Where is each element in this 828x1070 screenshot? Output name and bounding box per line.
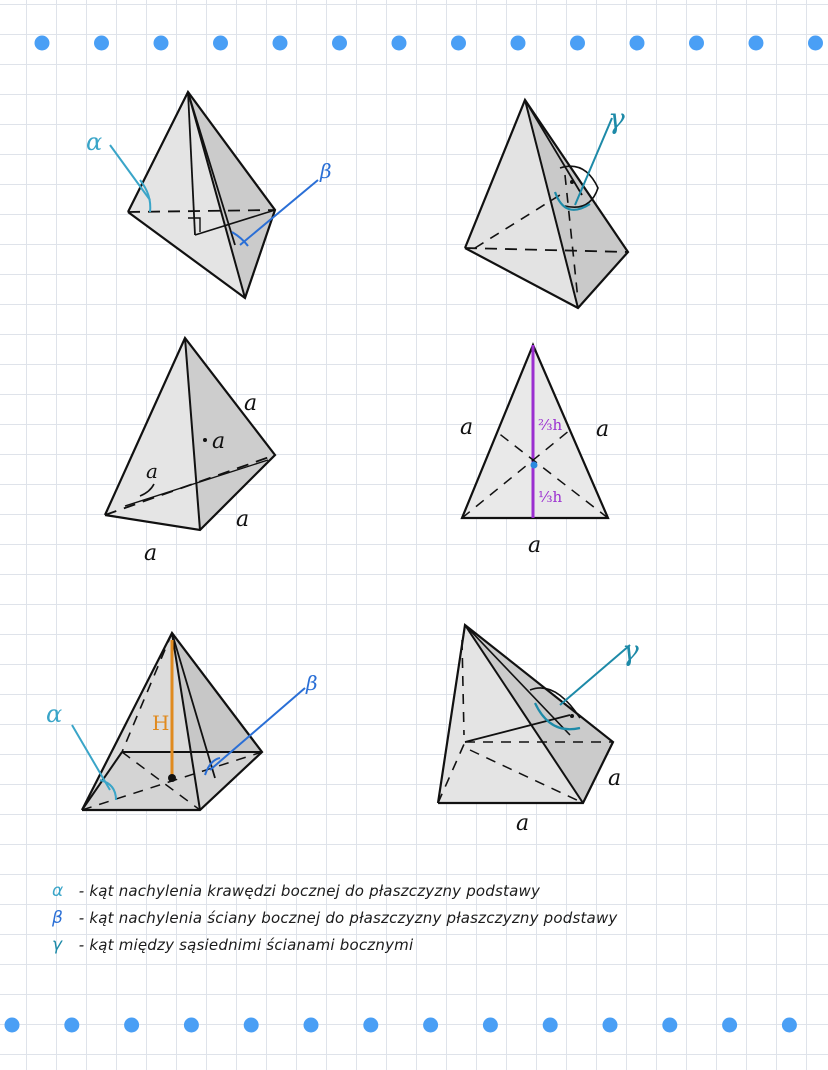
gamma-symbol: γ [52, 935, 63, 955]
side-a-label: a [516, 811, 530, 836]
legend-text: - kąt nachylenia krawędzi bocznej do płaszczyzny podstawy [78, 882, 541, 900]
bottom-dot-row [5, 1018, 797, 1033]
figure-tetrahedron-edges [105, 338, 275, 566]
alpha-label: α [46, 700, 63, 728]
figure-square-pyramid-gamma [438, 625, 639, 836]
dot-icon [451, 36, 466, 51]
figure-tri-pyramid-alpha-beta [86, 92, 332, 298]
dot-icon [630, 36, 645, 51]
height-H-label: H [152, 711, 170, 735]
edge-a-label: a [236, 507, 250, 532]
legend-row-alpha [52, 878, 672, 905]
dot-icon [64, 1018, 79, 1033]
edge-a-label: a [146, 459, 158, 483]
dot-icon [154, 36, 169, 51]
dot-icon [244, 1018, 259, 1033]
dot-icon [483, 1018, 498, 1033]
dot-icon [689, 36, 704, 51]
legend-row-beta [52, 905, 672, 932]
dot-icon [124, 1018, 139, 1033]
gamma-label-bottom: γ [622, 634, 639, 667]
dot-icon [749, 36, 764, 51]
dot-icon [808, 36, 823, 51]
legend [52, 878, 672, 959]
dot-icon [570, 36, 585, 51]
edge-a-label: a [244, 391, 258, 416]
gamma-label-top: γ [608, 102, 625, 135]
dot-icon [184, 1018, 199, 1033]
figure-triangle-base-medians [460, 345, 609, 558]
dot-icon [662, 1018, 677, 1033]
dot-icon [363, 1018, 378, 1033]
two-thirds-h-label: ⅔h [538, 416, 563, 434]
side-a-label: a [596, 417, 610, 442]
beta-label: β [320, 159, 332, 183]
figure-tri-pyramid-gamma [465, 100, 628, 308]
beta-label: β [306, 671, 318, 695]
edge-a-label: a [212, 429, 226, 454]
dot-icon [5, 1018, 20, 1033]
dot-icon [782, 1018, 797, 1033]
legend-text: - kąt między sąsiednimi ścianami bocznymi [78, 936, 414, 954]
side-a-label: a [460, 415, 474, 440]
dot-icon [722, 1018, 737, 1033]
dot-icon [213, 36, 228, 51]
dot-icon [423, 1018, 438, 1033]
edge-a-label: a [144, 541, 158, 566]
beta-symbol: β [52, 908, 63, 928]
dot-icon [94, 36, 109, 51]
figure-square-pyramid-H [46, 633, 318, 810]
top-dot-row [35, 36, 824, 51]
alpha-symbol: α [52, 881, 64, 901]
dot-icon [273, 36, 288, 51]
dot-icon [35, 36, 50, 51]
side-a-label: a [528, 533, 542, 558]
dot-icon [511, 36, 526, 51]
side-a-label: a [608, 766, 622, 791]
dot-icon [543, 1018, 558, 1033]
legend-text: - kąt nachylenia ściany bocznej do płaszczyzny płaszczyzny podstawy [78, 909, 618, 927]
dot-icon [332, 36, 347, 51]
dot-icon [603, 1018, 618, 1033]
one-third-h-label: ⅓h [538, 488, 563, 506]
alpha-label: α [86, 128, 103, 156]
dot-icon [304, 1018, 319, 1033]
dot-icon [392, 36, 407, 51]
legend-row-gamma [52, 932, 672, 959]
